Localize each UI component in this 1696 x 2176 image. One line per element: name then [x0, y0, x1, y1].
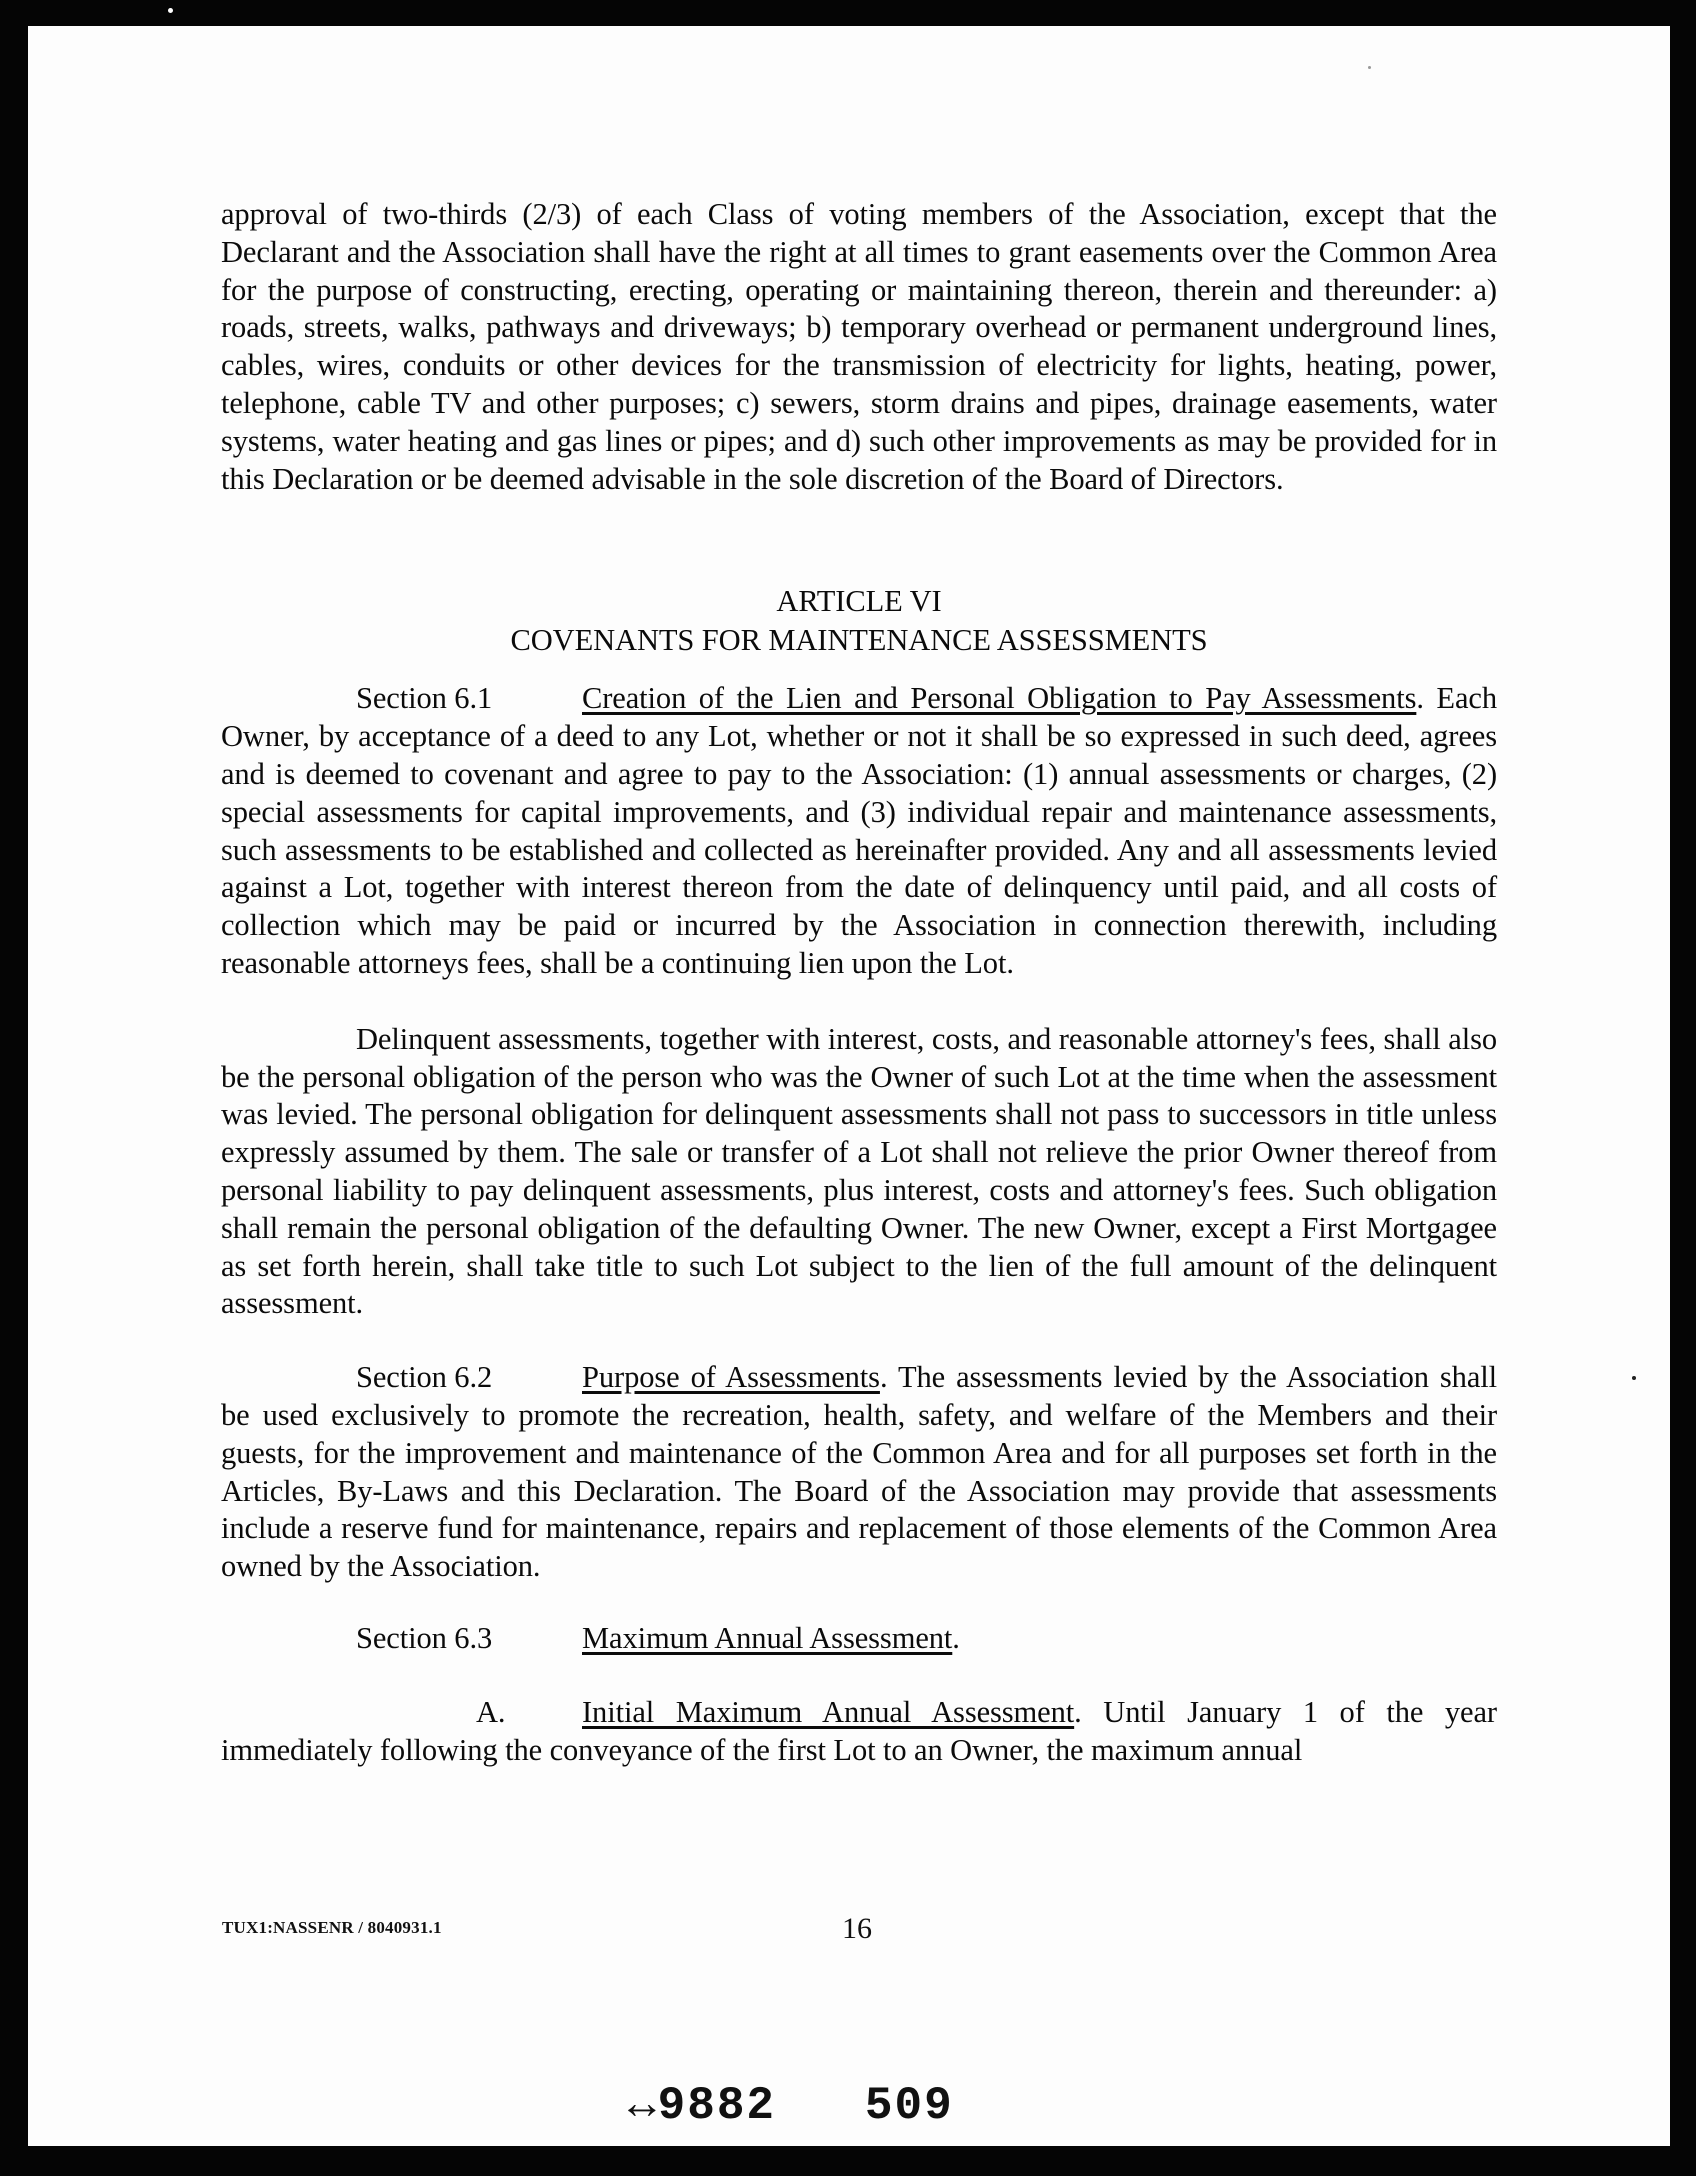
footer-document-id: TUX1:NASSENR / 8040931.1: [222, 1918, 442, 1937]
scan-speck: [168, 8, 173, 13]
section-body: The assessments levied by the Association shall be used exclusively to promote the recreation, health, safety, and welfare of the Members and their guests, for the improvement and maintenance of the Common Area and for all purposes set forth in the Articles, By-Laws and this Declaration. The Board of the Association may provide that assessments include a reserve fund for maintenance, repairs and replacement of those elements of the Common Area owned by the Association.: [221, 1360, 1497, 1584]
page-number: 16: [842, 1912, 872, 1945]
recording-stamp: [628, 2080, 954, 2132]
section-label: Section 6.3: [356, 1620, 493, 1655]
subsection-body: Until January 1 of the year immediately following the conveyance of the first Lot to an Owner, the maximum annual: [221, 1694, 1497, 1767]
section-heading: Maximum Annual Assessment: [582, 1620, 953, 1655]
scan-speck: [1632, 1376, 1636, 1380]
section-6-3: Section 6.3 Maximum Annual Assessment.: [221, 1620, 1497, 1658]
section-heading: Purpose of Assessments: [582, 1360, 880, 1395]
section-label: Section 6.1: [356, 681, 493, 716]
section-heading: Creation of the Lien and Personal Obligation to Pay Assessments: [582, 681, 1417, 716]
section-6-2: Section 6.2 Purpose of Assessments. The assessments levied by the Association shall be used exclusively to promote the recreation, health, safety, and welfare of the Members and their guests, for the improvement and maintenance of the Common Area and for all purposes set forth in the Articles, By-Laws and this Declaration. The Board of the Association may provide that assessments include a reserve fund for maintenance, repairs and replacement of those elements of the Common Area owned by the Association.: [221, 1360, 1497, 1584]
document-body: [221, 196, 1497, 1769]
section-body: Each Owner, by acceptance of a deed to any Lot, whether or not it shall be so expressed in such deed, agrees and is deemed to covenant and agree to pay to the Association: (1) annual assessments or charges, (2) special assessments for capital improvements, and (3) individual repair and maintenance assessments, such assessments to be established and collected as hereinafter provided. Any and all assessments levied against a Lot, together with interest thereon from the date of delinquency until paid, and all costs of collection which may be paid or incurred by the Association in connection therewith, including reasonable attorneys fees, shall be a continuing lien upon the Lot.: [221, 681, 1497, 980]
article-title: COVENANTS FOR MAINTENANCE ASSESSMENTS: [510, 623, 1208, 658]
section-label: Section 6.2: [356, 1360, 493, 1395]
recording-page: 509: [864, 2080, 954, 2132]
paragraph-intro: approval of two-thirds (2/3) of each Class of voting members of the Association, except that the Declarant and the Association shall have the right at all times to grant easements over the Common Area for the purpose of constructing, erecting, operating or maintaining thereon, therein and thereunder: a) roads, streets, walks, pathways and driveways; b) temporary overhead or permanent underground lines, cables, wires, conduits or other devices for the transmission of electricity for lights, heating, power, telephone, cable TV and other purposes; c) sewers, storm drains and pipes, drainage easements, water systems, water heating and gas lines or pipes; and d) such other improvements as may be provided for in this Declaration or be deemed advisable in the sole discretion of the Board of Directors.: [221, 197, 1497, 496]
section-6-1: Section 6.1 Creation of the Lien and Personal Obligation to Pay Assessments. Each Owner, by acceptance of a deed to any Lot, whether or not it shall be so expressed in such deed, agrees and is deemed to covenant and agree to pay to the Association: (1) annual assessments or charges, (2) special assessments for capital improvements, and (3) individual repair and maintenance assessments, such assessments to be established and collected as hereinafter provided. Any and all assessments levied against a Lot, together with interest thereon from the date of delinquency until paid, and all costs of collection which may be paid or incurred by the Association in connection therewith, including reasonable attorneys fees, shall be a continuing lien upon the Lot.: [221, 681, 1497, 980]
subsection-heading: Initial Maximum Annual Assessment: [582, 1694, 1075, 1729]
scan-speck: [1368, 66, 1371, 69]
subsection-a: A. Initial Maximum Annual Assessment. Until January 1 of the year immediately following the conveyance of the first Lot to an Owner, the maximum annual: [221, 1694, 1497, 1767]
article-number: ARTICLE VI: [776, 584, 942, 619]
subsection-label: A.: [476, 1694, 506, 1729]
recording-book: ↔9882: [628, 2080, 777, 2132]
paragraph-delinquent: Delinquent assessments, together with interest, costs, and reasonable attorney's fees, shall also be the personal obligation of the person who was the Owner of such Lot at the time when the assessment was levied. The personal obligation for delinquent assessments shall not pass to successors in title unless expressly assumed by them. The sale or transfer of a Lot shall not relieve the prior Owner thereof from personal liability to pay delinquent assessments, plus interest, costs and attorney's fees. Such obligation shall remain the personal obligation of the defaulting Owner. The new Owner, except a First Mortgagee as set forth herein, shall take title to such Lot subject to the lien of the full amount of the delinquent assessment.: [221, 1021, 1497, 1321]
